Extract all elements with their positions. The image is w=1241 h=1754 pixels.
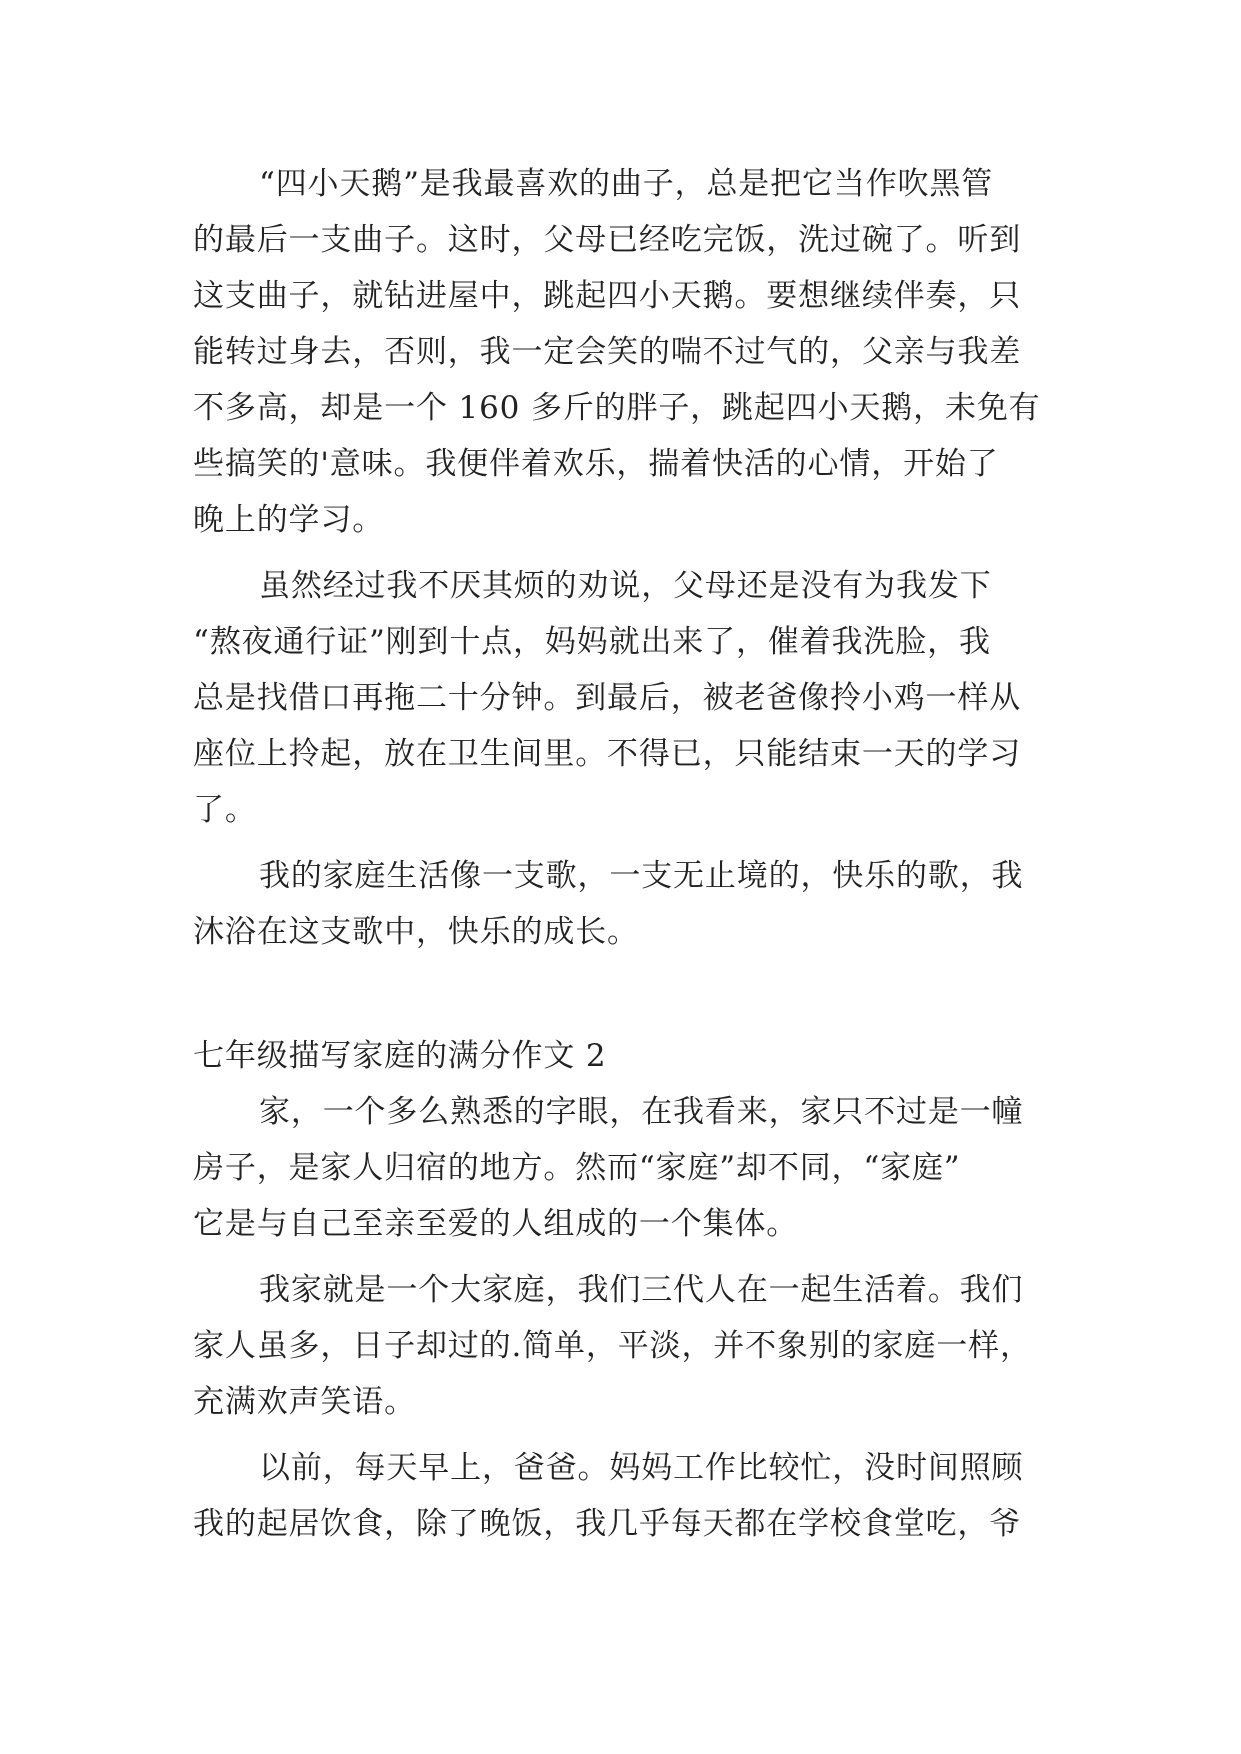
text-line: 能转过身去，否则，我一定会笑的喘不过气的，父亲与我差 (193, 334, 1022, 370)
text-line: 总是找借口再拖二十分钟。到最后，被老爸像拎小鸡一样从 (193, 680, 1022, 716)
text-line: 这支曲子，就钻进屋中，跳起四小天鹅。要想继续伴奏，只 (193, 278, 1022, 314)
text-line: 家，一个多么熟悉的字眼，在我看来，家只不过是一幢 (259, 1094, 1024, 1130)
text-line: 了。 (193, 792, 257, 828)
text-line: 房子，是家人归宿的地方。然而“家庭”却不同，“家庭” (193, 1150, 961, 1186)
text-line: “四小天鹅”是我最喜欢的曲子，总是把它当作吹黑管 (259, 166, 994, 202)
text-line: 不多高，却是一个 160 多斤的胖子，跳起四小天鹅，未免有 (193, 390, 1041, 426)
text-line: 我的起居饮食，除了晚饭，我几乎每天都在学校食堂吃，爷 (193, 1506, 1022, 1542)
text-line: 充满欢声笑语。 (193, 1384, 416, 1420)
text-line: 些搞笑的'意味。我便伴着欢乐，揣着快活的心情，开始了 (193, 446, 999, 482)
text-line: 家人虽多，日子却过的.简单，平淡，并不象别的家庭一样， (193, 1328, 1032, 1364)
section-title: 七年级描写家庭的满分作文 2 (193, 1038, 607, 1074)
text-line: 我的家庭生活像一支歌，一支无止境的，快乐的歌，我 (259, 858, 1024, 894)
text-line: 座位上拎起，放在卫生间里。不得已，只能结束一天的学习 (193, 736, 1022, 772)
text-line: “熬夜通行证”刚到十点，妈妈就出来了，催着我洗脸，我 (193, 624, 991, 660)
text-line: 的最后一支曲子。这时，父母已经吃完饭，洗过碗了。听到 (193, 222, 1022, 258)
text-line: 沐浴在这支歌中，快乐的成长。 (193, 914, 639, 950)
text-line: 以前，每天早上，爸爸。妈妈工作比较忙，没时间照顾 (259, 1450, 1024, 1486)
text-line: 它是与自己至亲至爱的人组成的一个集体。 (193, 1206, 799, 1242)
text-line: 我家就是一个大家庭，我们三代人在一起生活着。我们 (259, 1272, 1024, 1308)
text-line: 虽然经过我不厌其烦的劝说，父母还是没有为我发下 (259, 568, 992, 604)
text-line: 晚上的学习。 (193, 502, 385, 538)
